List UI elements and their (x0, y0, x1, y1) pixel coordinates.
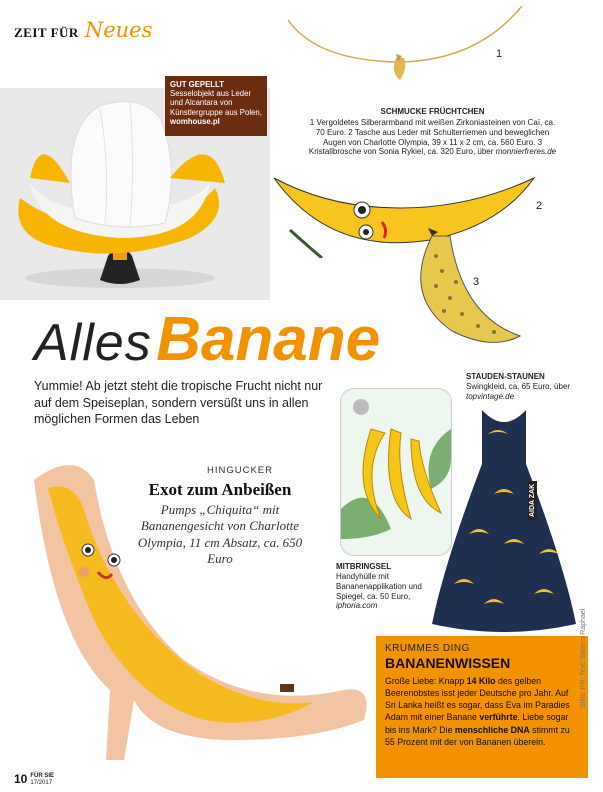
banana-brooch-image (392, 226, 522, 346)
items-caption-link[interactable]: monnierfreres.de (495, 147, 557, 157)
hingucker-desc: Pumps „Chiquita“ mit Bananengesicht von Charlotte Olympia, 11 cm Absatz, ca. 650 Euro (137, 502, 303, 566)
chair-caption-link[interactable]: womhouse.pl (170, 116, 220, 126)
chair-caption-box (165, 76, 267, 136)
headline-bold: Banane (156, 305, 381, 374)
section-label-script: Neues (84, 18, 153, 42)
info-box-text: Große Liebe: Knapp 14 Kilo des gelben Beerenobstes isst jeder Deutsche pro Jahr. Auf Sri Lanka heißt es sogar, dass Eva im Paradies Adam mit einer Banane verführte. Liebe sogar bis ins Mark? Die menschliche DNA stimmt zu 55 Prozent mit der von Bananen überein. (385, 676, 570, 747)
info-box-title: BANANENWISSEN (385, 655, 511, 671)
section-header (14, 18, 152, 42)
phone-caption-title: MITBRINGSEL (336, 562, 392, 571)
hingucker-title: Exot zum Anbeißen (148, 480, 292, 499)
headline-light: Alles (34, 314, 152, 372)
item-number-1: 1 (496, 48, 503, 60)
section-label: ZEIT FÜR (14, 25, 79, 40)
dress-caption-title: STAUDEN-STAUNEN (466, 372, 545, 381)
page-headline (34, 304, 380, 375)
intro-text: Yummie! Ab jetzt steht die tropische Frucht nicht nur auf dem Speiseplan, sondern versüßt uns in allen möglichen Formen das Leben (34, 379, 323, 426)
magazine-issue: FÜR SIE 17/2017 (30, 773, 55, 786)
dress-caption-text: Swingkleid, ca. 65 Euro, über topvintage.de (466, 382, 571, 401)
banana-dress-image (424, 404, 584, 634)
info-box-kicker: KRUMMES DING (385, 643, 470, 654)
chair-caption-text: Sesselobjekt aus Leder und Alcantara von Künstlergruppe aus Polen, womhouse.pl (170, 89, 262, 126)
page-folio (14, 772, 54, 786)
page-number: 10 (14, 772, 28, 786)
photo-credit-label: AIDA ZAK (528, 481, 537, 520)
item-number-2: 2 (536, 200, 543, 212)
phone-caption-link[interactable]: iphoria.com (336, 601, 378, 611)
chair-caption-title: GUT GEPELLT (170, 80, 224, 89)
info-box (376, 636, 588, 778)
side-credit: Stills: PR; Text: Tatjana Raphael (580, 608, 587, 708)
banana-pump-image (14, 440, 374, 780)
item-number-3: 3 (473, 276, 480, 288)
bracelet-image (286, 0, 526, 80)
phone-caption-text: Handyhülle mit Bananenapplikation und Spiegel, ca. 50 Euro, iphoria.com (336, 572, 422, 611)
dress-caption-link[interactable]: topvintage.de (466, 391, 515, 401)
items-caption-text: 1 Vergoldetes Silberarmband mit weißen Zirkoniasteinen von Caï, ca. 70 Euro. 2 Tasche aus Leder mit Schulterriemen und beweglichen Augen von Charlotte Olympia, 39 x 11 x 2 cm, ca. 560 Euro. 3 Kristallbrosche von Sonia Rykiel, ca. 320 Euro, über monnierfreres.de (308, 118, 557, 157)
items-caption-title: SCHMUCKE FRÜCHTCHEN (380, 107, 485, 116)
hingucker-kicker: HINGUCKER (206, 465, 273, 476)
